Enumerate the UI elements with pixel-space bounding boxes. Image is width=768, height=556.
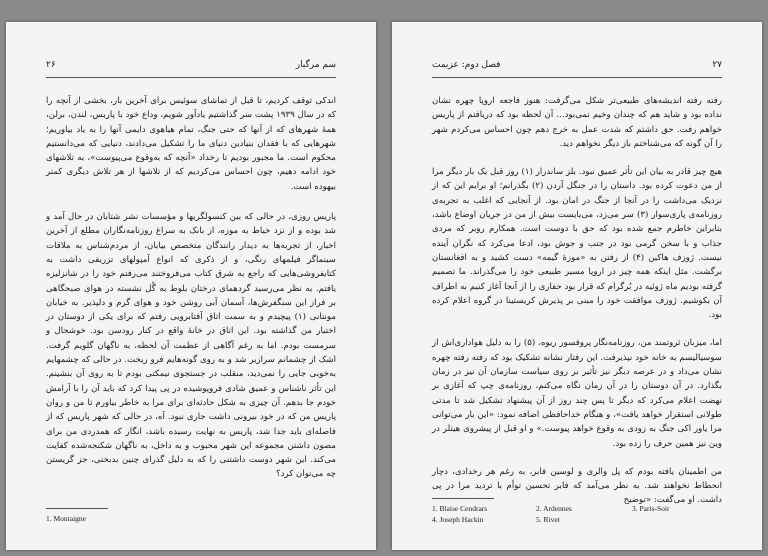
right-running-title: فصل دوم: عزیمت (432, 60, 501, 70)
left-page-number: ۲۶ (46, 60, 56, 70)
footnote-1: 1. Blaise Cendrars (432, 504, 488, 513)
right-paragraph-1: رفته رفته اندیشه‌های طبیعی‌تر شکل می‌گرفت: هنوز فاجعه اروپا چهره نشان نداده بود و شاید هم که چندان وخیم نمی‌بود... آن لحظه بود که دریافتم از پاریس خواهم رفت. حق داشتم که شدت عمل به خرج دهم چون احساس می‌کردم شهر را آن گونه که می‌شناختم باز دیگر نخواهم دید. (432, 96, 722, 149)
right-page (392, 22, 762, 550)
left-page-body (46, 94, 336, 496)
footnote-3: 3. Paris-Soir (632, 504, 670, 513)
right-page-number: ۲۷ (712, 60, 722, 70)
right-header-rule (432, 77, 722, 78)
footnote-2: 2. Ardennes (536, 504, 572, 513)
left-running-title: سم مرگبار (295, 60, 336, 70)
footnote-4: 4. Joseph Hackin (432, 515, 484, 524)
footnote-montaigne: 1. Montaigne (46, 514, 86, 523)
footnote-5: 5. Rivet (536, 515, 560, 524)
right-page-header (432, 60, 722, 74)
right-paragraph-2: هیچ چیز قادر به بیان این تأثر عمیق نبود. بلز ساندرار (۱) روز قبل یک بار دیگر مرا از من دعوت کرده بود. داستان را در جنگل آردن (۲) بگذرانم؛ او برایم این که از نزدیک می‌داشت را در آنجا از جنگ در امان بود. از آنجایی که اغلب به تجربه‌ی روزنامه‌ی پاری‌سوار (۳) سر می‌زد، می‌بایست بیش از من در جریان اوضاع باشد، بنابراین خاطرم جمع شده بود که حق با دوست است. همکارم روبر که مردی جذاب و با سخن گرمی بود در جنب و جوش بود، ادعا می‌کرد که نگران آینده نیست. ژوزف هاکین (۴) از رفتن به «موزهٔ گیمه» دست کشید و به افغانستان برگشت. مثل اینکه همه چیز در اروپا مسیر طبیعی خود را می‌گذراند. ما تصمیم گرفته بودیم ماه ژوئیه در بُرگرام که قرار بود حفاری را از آنجا آغاز کنیم به اطراف آن بکوشیم. ژوزف موافقت خود را مبنی بر پذیرش کریستینا در گروه اعلام کرده بود. (432, 167, 723, 321)
left-paragraph-1: اندکی توقف کردیم، تا قبل از تماشای سوئیس برای آخرین بار، بخشی از آنچه را که در سال ۱۹۳۹ پشت سر گذاشتیم یادآور شویم، وداع خود با پاریس، لندن، برلن، همهٔ شهرهای که از آنها که حتی جنگ، تمام هیاهوی دایمی آنها را به یاد بیاوریم؛ شهرهایی که با فقدان بنیادین دنیای ما را تشکیل می‌دادند، دنیایی که می‌دانستیم محکوم است. ما مجبور بودیم تا رخداد «آنچه که به‌وقوع می‌پیوست»، به تلاشهای خود ادامه دهیم، چون احساس می‌کردیم که از تلاشها از هر تلاش دیگری کمتر بیهوده است. (46, 96, 337, 192)
right-footnote-rule (432, 498, 494, 499)
left-footnote-rule (46, 508, 108, 509)
right-paragraph-3: اما، میزبان ثروتمند من، روزنامه‌نگار پروفسور ریوه، (۵) را به دلیل هواداری‌اش از سوسیالیسم به خانه خود نپذیرفت. این رفتار نشانه تشکیک بود که رفته رفته چهره نشان می‌داد و در عرصه دیگر نیز تأثیر بر روی سیاست سازمان آن نیز در زمان بگذارد. در آن دوستان را در آن زمان نگاه می‌کنم، روزنامه‌ی چپ که آغازی بر نهضت اعلام می‌کرد که دیگر تا پس چند روز از آن پیشنهاد تشکیل شد تا مدتی طولانی استقرار خواهد یافت»، و هنگام خداحافظی اضافه نمود: «این بار می‌توانی مرا یاور اکی جنگ به زودی به وقوع خواهد پیوست.» و او قبل از پیشروی هیتلر در وین نیز همین حرف را زده بود. (432, 338, 723, 449)
left-header-rule (46, 77, 336, 78)
right-page-body (432, 94, 722, 522)
left-page (6, 22, 376, 550)
left-page-header (46, 60, 336, 74)
right-paragraph-4: من اطمینان یافته بودم که پل والری و لوسین فابر، به رغم هر رخدادی، دچار انحطاط نخواهند شد. به نظر می‌آمد که فابر تحسین توأم با تردید مرا در پی داشت. او می‌گفت: «توضیح (432, 466, 722, 506)
left-paragraph-2: پاریس روزی، در حالی که بین کنسولگریها و مؤسسات نشر شتابان در حال آمد و شد بوده و از نزد خیاط به موزه، از بانک به سراغ روزنامه‌نگاران مطلع از آخرین اخبار، از تجربه‌ها به دیدار رانندگان متخصص بیابان، از مردم‌شناس به ملاقات سینماگر فیلمهای رنگی، و از ذکری که انواع آمپولهای تزریقی داشت به کتابفروشی‌هایی که راجع به شرق کتاب می‌فروختند می‌رفتم خود را در شانزلیزه یافتم. به نظر می‌رسید گردهمای درختان بلوط به گُل نشسته در هوای صبحگاهی بر فراز این سنگفرش‌ها، آسمان آبی روشن خود و هوای گرم و دلپذیر. به خیابان مونتانی (۱) پیچیدم و به سمت اتاق آفتابرویی رفتم که برای یکی از دوستان در اختیار من گذاشته بود. این اتاق در خانهٔ واقع در کنار رودسن بود. خوشحال و سرمست بودم. اما به رغم آگاهی از عظمت آن لحظه، به ناگهان گلویم گرفت. اشک از چشمانم سرازیر شد و به روی گونه‌هایم فرو ریخت. در حالی که چشمهایم به‌خوبی جایی را نمی‌دید، منقلب در جستجوی نیمکتی بودم تا به روی آن بنشینم. این تأثر ناشناس و عمیق شادی فروپوشیده در پی پیدا کرد که باید آن را با آرامش خودم جا بدهم. آن چیزی به شکل حادثه‌ای برای مرا به خاطر بیاورم تا من و روان پاریس من که در خود بیرونی داشت جاری نبود. آه، در حالی که شهر پاریس که از فاصله‌ای باید جدا شد، پاریس به نهایت رسیده باشد، انگار که همدردی من برای مصون داشتن مجموعه این شهر محبوب و به داخل، به ناگهان شکنجه‌شده کفایت می‌کند. این شهر دوست داشتنی را که به دلیل گذرای چنین بدبختی، جز گریستن چه می‌توان کرد؟ (46, 212, 336, 480)
